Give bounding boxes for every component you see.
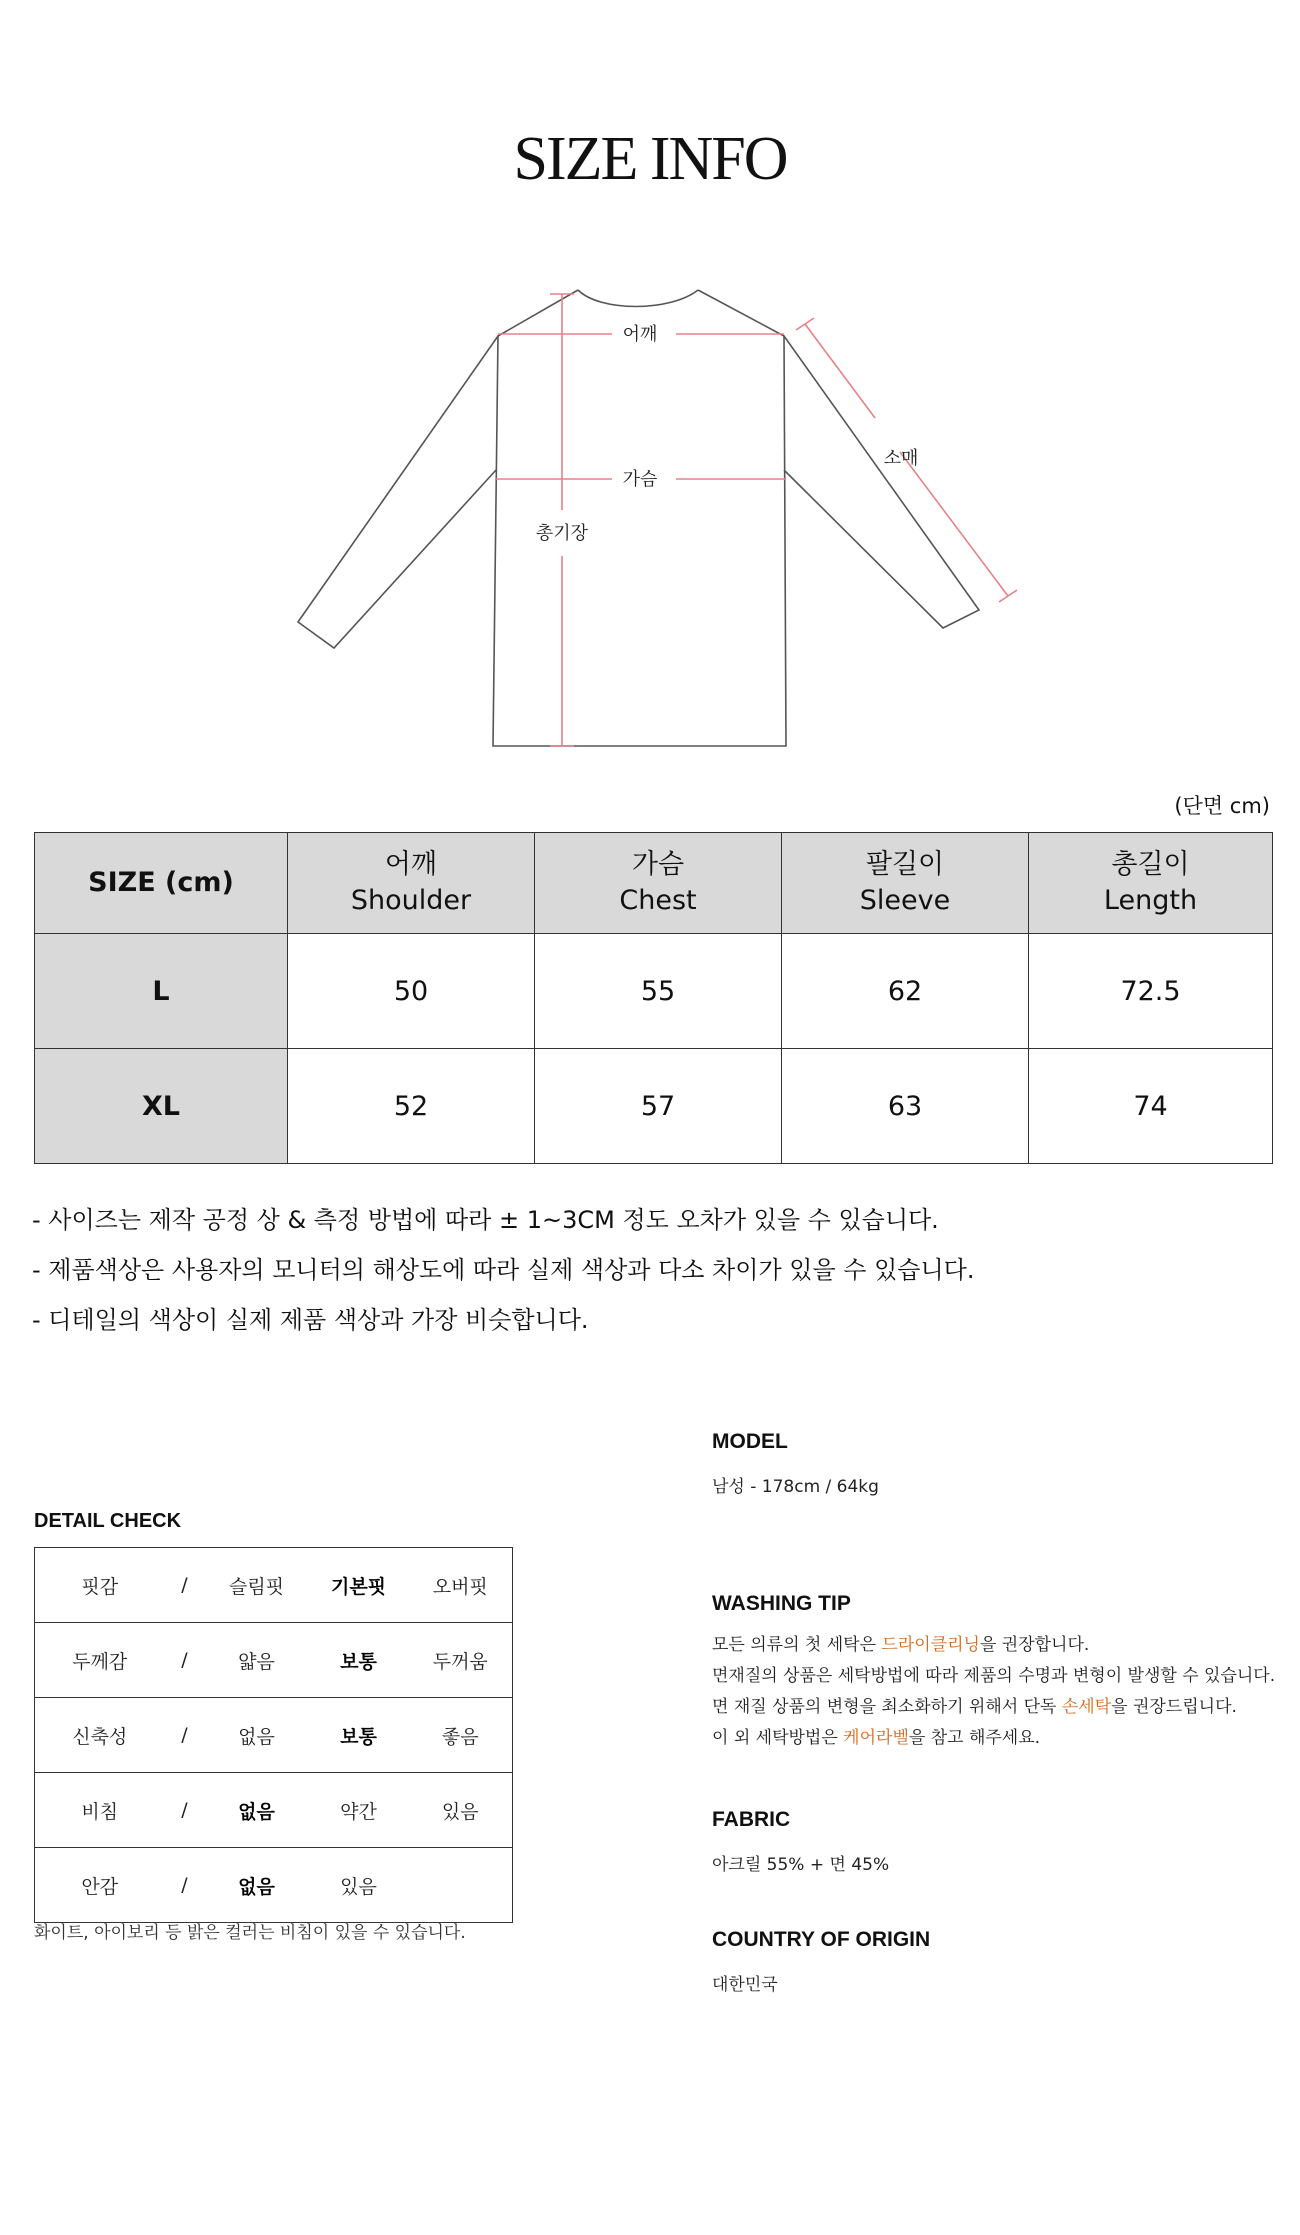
detail-check-table — [34, 1547, 513, 1923]
detail-label: 핏감 — [35, 1548, 165, 1623]
detail-row — [35, 1548, 513, 1623]
table-cell: 55 — [535, 934, 782, 1049]
text-span: 을 권장드립니다. — [1111, 1697, 1237, 1717]
table-row — [35, 1049, 1273, 1164]
measurement-lines — [496, 294, 1017, 746]
detail-option: 기본핏 — [309, 1548, 409, 1623]
note-line: - 제품색상은 사용자의 모니터의 해상도에 따라 실제 색상과 다소 차이가 있을 수 있습니다. — [32, 1256, 975, 1284]
garment-outline-svg — [0, 270, 1300, 770]
detail-label: 비침 — [35, 1773, 165, 1848]
detail-option: 보통 — [309, 1698, 409, 1773]
origin-section — [712, 1928, 930, 2001]
table-cell: 57 — [535, 1049, 782, 1164]
accent-text: 드라이클리닝 — [881, 1635, 980, 1655]
detail-option: 오버핏 — [409, 1548, 513, 1623]
size-table — [34, 832, 1273, 1164]
detail-option: 얇음 — [205, 1623, 309, 1698]
detail-option: 없음 — [205, 1698, 309, 1773]
size-notes — [32, 1195, 974, 1345]
origin-text: 대한민국 — [712, 1975, 778, 1995]
detail-separator: / — [165, 1698, 205, 1773]
washing-section — [712, 1592, 1275, 1754]
table-cell: 62 — [782, 934, 1029, 1049]
detail-separator: / — [165, 1548, 205, 1623]
detail-option: 보통 — [309, 1623, 409, 1698]
note-line: - 디테일의 색상이 실제 제품 색상과 가장 비슷합니다. — [32, 1306, 589, 1334]
detail-option: 없음 — [205, 1848, 309, 1923]
detail-option: 있음 — [409, 1773, 513, 1848]
text-span: 을 참고 해주세요. — [908, 1728, 1041, 1748]
text-span: 면 재질 상품의 변형을 최소화하기 위해서 단독 — [712, 1697, 1062, 1717]
accent-text: 손세탁 — [1061, 1697, 1112, 1717]
size-label: XL — [35, 1049, 288, 1164]
header-ko: 팔길이 — [865, 848, 945, 880]
header-en: Sleeve — [859, 885, 951, 916]
header-ko: 가슴 — [631, 848, 685, 880]
detail-option: 좋음 — [409, 1698, 513, 1773]
text-span: 모든 의류의 첫 세탁은 — [712, 1635, 882, 1655]
model-text: 남성 - 178cm / 64kg — [712, 1477, 879, 1497]
page-title: SIZE INFO — [513, 125, 787, 193]
note-line: - 사이즈는 제작 공정 상 & 측정 방법에 따라 ± 1~3CM 정도 오차가 있을 수 있습니다. — [32, 1206, 939, 1234]
unit-note: (단면 cm) — [1174, 794, 1270, 818]
detail-row — [35, 1773, 513, 1848]
table-cell: 63 — [782, 1049, 1029, 1164]
table-cell: 74 — [1029, 1049, 1273, 1164]
size-table-header — [35, 833, 1273, 934]
text-span: 을 권장합니다. — [979, 1635, 1090, 1655]
header-en: Length — [1103, 885, 1198, 916]
detail-row — [35, 1848, 513, 1923]
size-header-length — [1029, 833, 1273, 934]
detail-row — [35, 1623, 513, 1698]
detail-separator: / — [165, 1848, 205, 1923]
detail-option: 없음 — [205, 1773, 309, 1848]
header-en: Shoulder — [350, 885, 472, 916]
table-cell: 52 — [288, 1049, 535, 1164]
table-cell: 50 — [288, 934, 535, 1049]
label-shoulder: 어깨 — [622, 324, 658, 345]
header-ko: 총길이 — [1111, 848, 1190, 880]
washing-line-2: 면재질의 상품은 세탁방법에 따라 제품의 수명과 변형이 발생할 수 있습니다. — [712, 1666, 1276, 1686]
washing-title: WASHING TIP — [712, 1592, 851, 1615]
detail-option: 있음 — [309, 1848, 409, 1923]
size-label: L — [35, 934, 288, 1049]
text-span: 이 외 세탁방법은 — [712, 1728, 844, 1748]
label-length: 총기장 — [535, 523, 589, 544]
detail-label: 안감 — [35, 1848, 165, 1923]
detail-label: 두께감 — [35, 1623, 165, 1698]
washing-line-3 — [712, 1692, 1275, 1723]
size-header-corner: SIZE (cm) — [35, 833, 288, 934]
detail-check-note: 화이트, 아이보리 등 밝은 컬러는 비침이 있을 수 있습니다. — [34, 1923, 466, 1943]
detail-option: 두꺼움 — [409, 1623, 513, 1698]
accent-text: 케어라벨 — [843, 1728, 909, 1748]
detail-option — [409, 1848, 513, 1923]
size-header-sleeve — [782, 833, 1029, 934]
header-ko: 어깨 — [384, 848, 438, 880]
fabric-section — [712, 1808, 889, 1881]
fabric-title: FABRIC — [712, 1808, 791, 1831]
washing-line-4 — [712, 1723, 1275, 1754]
sweater-outline — [298, 290, 979, 746]
detail-option: 슬림핏 — [205, 1548, 309, 1623]
model-section — [712, 1430, 879, 1503]
header-en: Chest — [619, 885, 697, 916]
detail-label: 신축성 — [35, 1698, 165, 1773]
detail-separator: / — [165, 1773, 205, 1848]
detail-row — [35, 1698, 513, 1773]
garment-diagram — [0, 270, 1300, 774]
label-sleeve: 소매 — [883, 448, 919, 469]
detail-option: 약간 — [309, 1773, 409, 1848]
table-cell: 72.5 — [1029, 934, 1273, 1049]
size-header-shoulder — [288, 833, 535, 934]
origin-title: COUNTRY OF ORIGIN — [712, 1928, 931, 1951]
fabric-text: 아크릴 55% + 면 45% — [712, 1855, 890, 1875]
table-row — [35, 934, 1273, 1049]
washing-line-1 — [712, 1630, 1275, 1661]
detail-separator: / — [165, 1623, 205, 1698]
model-title: MODEL — [712, 1430, 788, 1453]
size-header-chest — [535, 833, 782, 934]
label-chest: 가슴 — [622, 469, 658, 490]
detail-check-title: DETAIL CHECK — [34, 1510, 182, 1532]
